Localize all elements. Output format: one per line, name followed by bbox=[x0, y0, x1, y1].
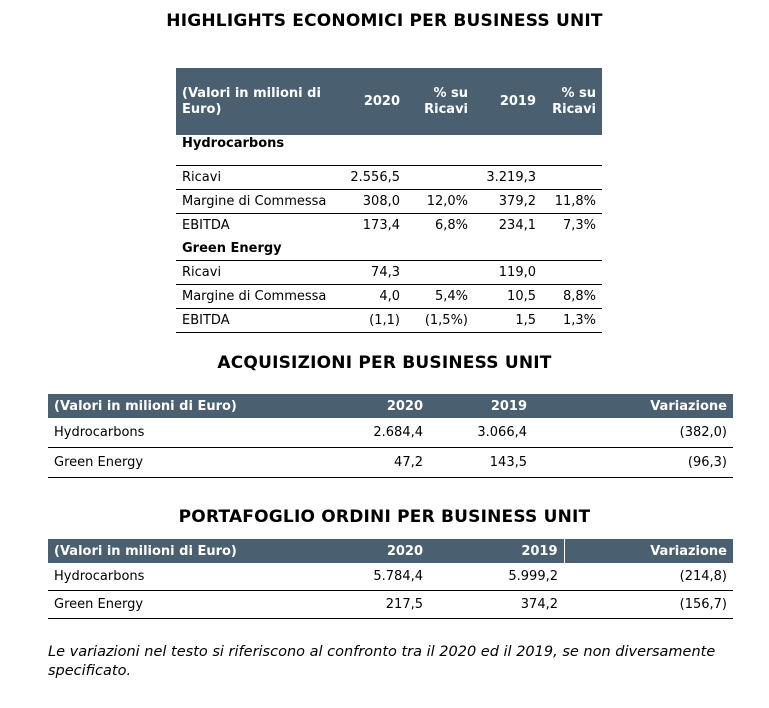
row-pct-2020: 12,0% bbox=[406, 190, 474, 214]
row-variazione: (96,3) bbox=[533, 448, 733, 478]
row-label: EBITDA bbox=[176, 309, 338, 333]
row-2020: (1,1) bbox=[338, 309, 406, 333]
table-row bbox=[176, 285, 602, 309]
row-variazione: (214,8) bbox=[564, 563, 733, 591]
row-pct-2019 bbox=[542, 166, 602, 190]
row-2020: 47,2 bbox=[348, 448, 429, 478]
row-2020: 217,5 bbox=[348, 591, 429, 619]
row-2020: 2.684,4 bbox=[348, 418, 429, 448]
row-label: Green Energy bbox=[48, 448, 348, 478]
row-label: Margine di Commessa bbox=[176, 190, 338, 214]
row-label: EBITDA bbox=[182, 218, 230, 233]
header-2020: 2020 bbox=[348, 394, 429, 418]
table-row bbox=[176, 214, 602, 238]
header-variazione: Variazione bbox=[564, 539, 733, 563]
row-2019: 379,2 bbox=[474, 190, 542, 214]
section-name: Green Energy bbox=[176, 237, 602, 261]
row-label: Green Energy bbox=[48, 591, 348, 619]
row-pct-2020 bbox=[406, 261, 474, 285]
header-variazione: Variazione bbox=[533, 394, 733, 418]
table-row bbox=[176, 309, 602, 333]
table-row bbox=[176, 166, 602, 190]
row-2019: 119,0 bbox=[474, 261, 542, 285]
section-row bbox=[176, 237, 602, 261]
portafoglio-header-row bbox=[48, 539, 733, 563]
row-2020: 4,0 bbox=[338, 285, 406, 309]
section-name: Hydrocarbons bbox=[176, 135, 602, 166]
header-label: (Valori in milioni di Euro) bbox=[176, 68, 338, 135]
row-2019: 3.219,3 bbox=[474, 166, 542, 190]
row-pct-2020 bbox=[406, 166, 474, 190]
row-label: Hydrocarbons bbox=[48, 418, 348, 448]
row-pct-2019: 7,3% bbox=[562, 218, 596, 233]
row-pct-2020: (1,5%) bbox=[406, 309, 474, 333]
section-row bbox=[176, 135, 602, 166]
header-pct-2020: % su Ricavi bbox=[406, 68, 474, 135]
table-row bbox=[176, 261, 602, 285]
row-pct-2019: 1,3% bbox=[542, 309, 602, 333]
header-label: (Valori in milioni di Euro) bbox=[48, 539, 348, 563]
row-label: Ricavi bbox=[176, 261, 338, 285]
header-2020: 2020 bbox=[348, 539, 429, 563]
header-label: (Valori in milioni di Euro) bbox=[48, 394, 348, 418]
acquisizioni-header-row bbox=[48, 394, 733, 418]
portafoglio-table bbox=[48, 539, 733, 619]
header-2020: 2020 bbox=[338, 68, 406, 135]
header-pct-2019: % su Ricavi bbox=[542, 68, 602, 135]
row-2019: 143,5 bbox=[429, 448, 533, 478]
row-label: Margine di Commessa bbox=[176, 285, 338, 309]
table-row bbox=[176, 190, 602, 214]
row-2019: 1,5 bbox=[474, 309, 542, 333]
row-2020: 74,3 bbox=[338, 261, 406, 285]
table-row bbox=[48, 418, 733, 448]
row-2019: 3.066,4 bbox=[429, 418, 533, 448]
table-row bbox=[48, 448, 733, 478]
header-2019: 2019 bbox=[429, 539, 564, 563]
row-2019: 10,5 bbox=[474, 285, 542, 309]
row-label: Ricavi bbox=[176, 166, 338, 190]
row-2020: 173,4 bbox=[362, 218, 400, 233]
row-2020: 5.784,4 bbox=[348, 563, 429, 591]
row-pct-2020: 5,4% bbox=[406, 285, 474, 309]
highlights-title: HIGHLIGHTS ECONOMICI PER BUSINESS UNIT bbox=[166, 11, 603, 31]
table-row bbox=[48, 591, 733, 619]
table-row bbox=[48, 563, 733, 591]
row-2019: 374,2 bbox=[429, 591, 564, 619]
row-label: Hydrocarbons bbox=[48, 563, 348, 591]
portafoglio-title: PORTAFOGLIO ORDINI PER BUSINESS UNIT bbox=[178, 507, 591, 527]
header-2019: 2019 bbox=[429, 394, 533, 418]
acquisizioni-title: ACQUISIZIONI PER BUSINESS UNIT bbox=[217, 353, 552, 373]
row-2019: 234,1 bbox=[498, 218, 536, 233]
row-variazione: (382,0) bbox=[533, 418, 733, 448]
row-2019: 5.999,2 bbox=[429, 563, 564, 591]
row-pct-2019 bbox=[542, 261, 602, 285]
row-variazione: (156,7) bbox=[564, 591, 733, 619]
header-2019: 2019 bbox=[474, 68, 542, 135]
row-pct-2019: 8,8% bbox=[542, 285, 602, 309]
acquisizioni-table bbox=[48, 394, 733, 478]
highlights-table bbox=[176, 68, 602, 333]
highlights-header-row bbox=[176, 68, 602, 135]
row-2020: 2.556,5 bbox=[338, 166, 406, 190]
footnote: Le variazioni nel testo si riferiscono al confronto tra il 2020 ed il 2019, se non diversamente specificato. bbox=[48, 644, 716, 679]
row-2020: 308,0 bbox=[338, 190, 406, 214]
row-pct-2020: 6,8% bbox=[434, 218, 468, 233]
row-pct-2019: 11,8% bbox=[542, 190, 602, 214]
